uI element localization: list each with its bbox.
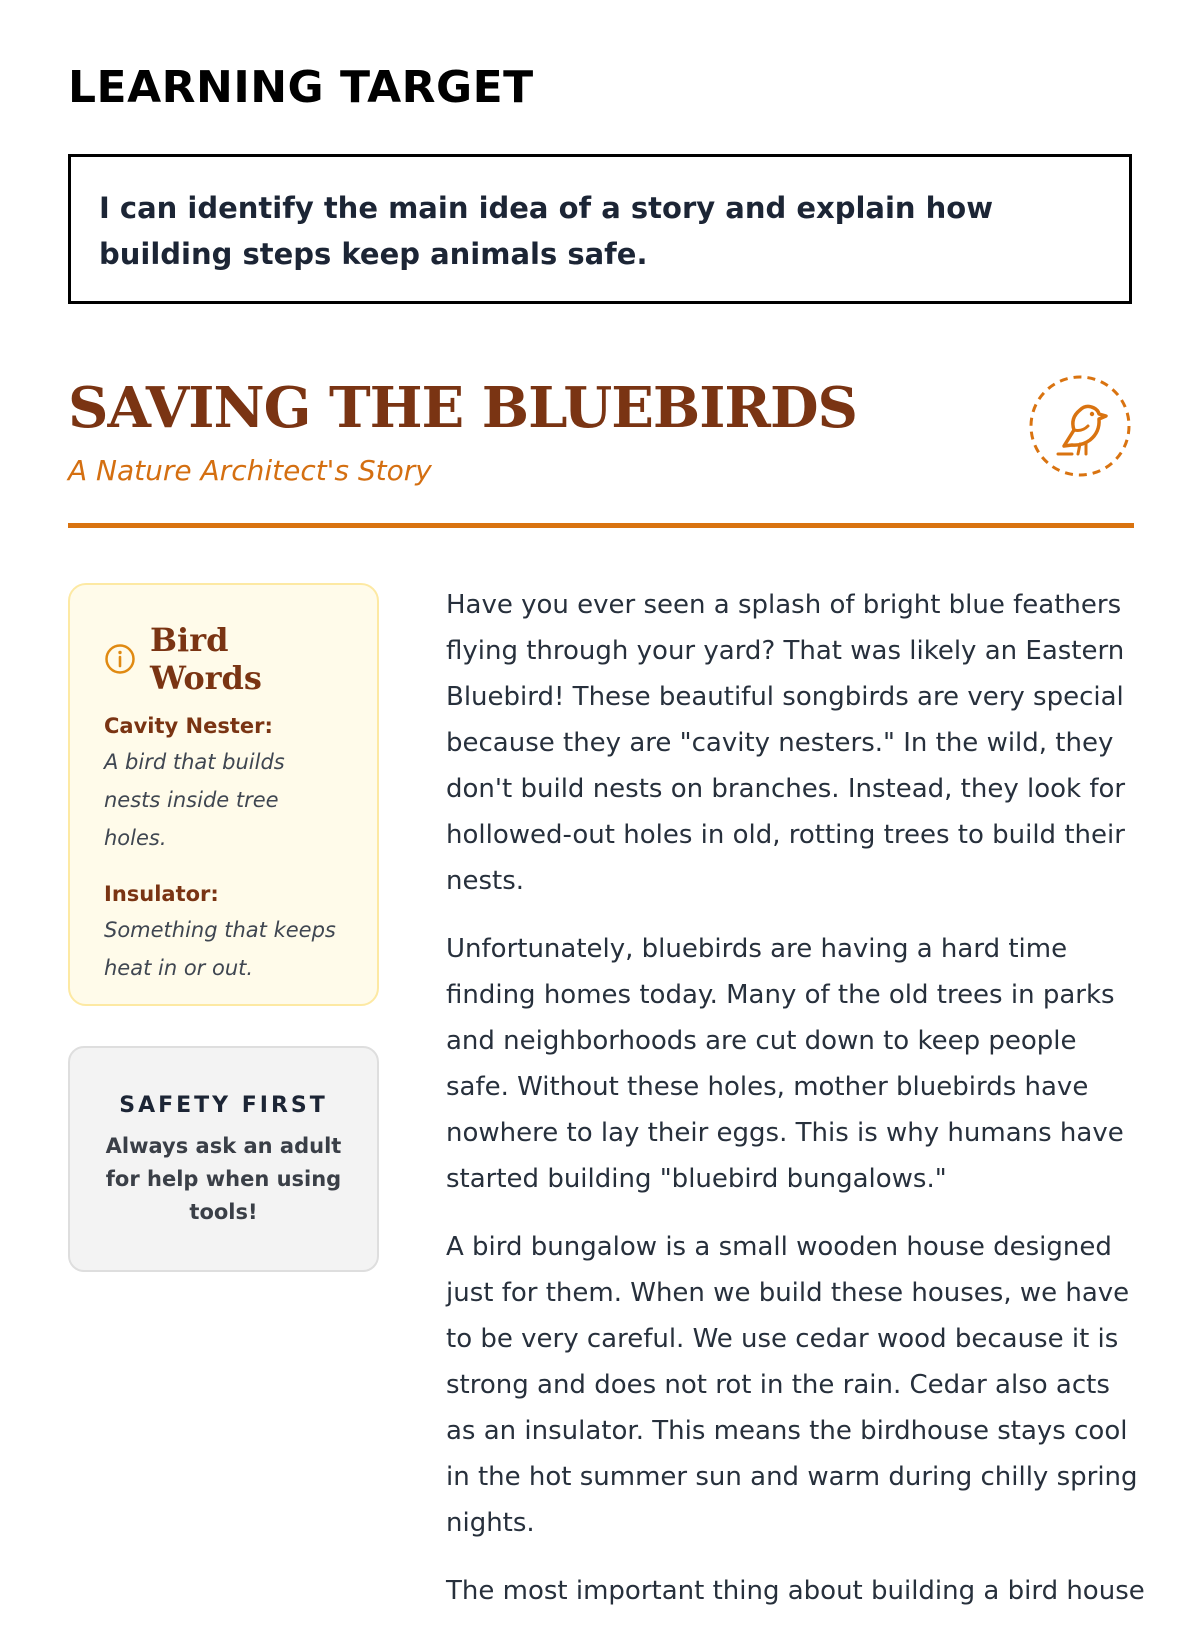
learning-target-statement: I can identify the main idea of a story and explain how building steps keep animals safe. [99,191,994,271]
vocabulary-definition: Something that keeps heat in or out. [104,918,336,980]
story-paragraph: Unfortunately, bluebirds are having a hard time finding homes today. Many of the old trees in parks and neighborhoods are cut down to keep people safe. Without these holes, mother bluebirds have nowhere to lay their eggs. This is why humans have started building "bluebird bungalows." [446,934,1124,1194]
bird-icon [1028,374,1132,478]
vocabulary-card [68,583,379,1006]
story-title: SAVING THE BLUEBIRDS [68,375,857,441]
info-icon [104,643,136,675]
learning-target-box [68,154,1132,304]
safety-text: Always ask an adult for help when using tools! [105,1134,342,1224]
story-paragraph: A bird bungalow is a small wooden house designed just for them. When we build these houses, we have to be very careful. We use cedar wood because it is strong and does not rot in the rain. Cedar also acts as an insulator. This means the birdhouse stays cool in the hot summer sun and warm during chilly spring nights. [446,1232,1138,1538]
safety-title: SAFETY FIRST [119,1093,328,1118]
title-divider [68,523,1134,528]
story-body [446,582,1146,1636]
learning-target-heading: LEARNING TARGET [68,62,534,113]
vocabulary-definition: A bird that builds nests inside tree holes. [104,750,285,850]
story-paragraph: Have you ever seen a splash of bright blue feathers flying through your yard? That was likely an Eastern Bluebird! These beautiful songbirds are very special because they are "cavity nesters." In the wild, they don't build nests on branches. Instead, they look for hollowed-out holes in old, rotting trees to build their nests. [446,590,1126,896]
vocabulary-header [104,621,347,697]
vocabulary-term: Cavity Nester: [104,714,273,738]
safety-card [68,1046,379,1272]
vocabulary-title: Bird Words [150,621,262,697]
vocabulary-term: Insulator: [104,882,219,906]
story-subtitle: A Nature Architect's Story [68,454,432,487]
story-paragraph: The most important thing about building a bird house [446,1576,1145,1606]
sidebar [68,583,379,1272]
